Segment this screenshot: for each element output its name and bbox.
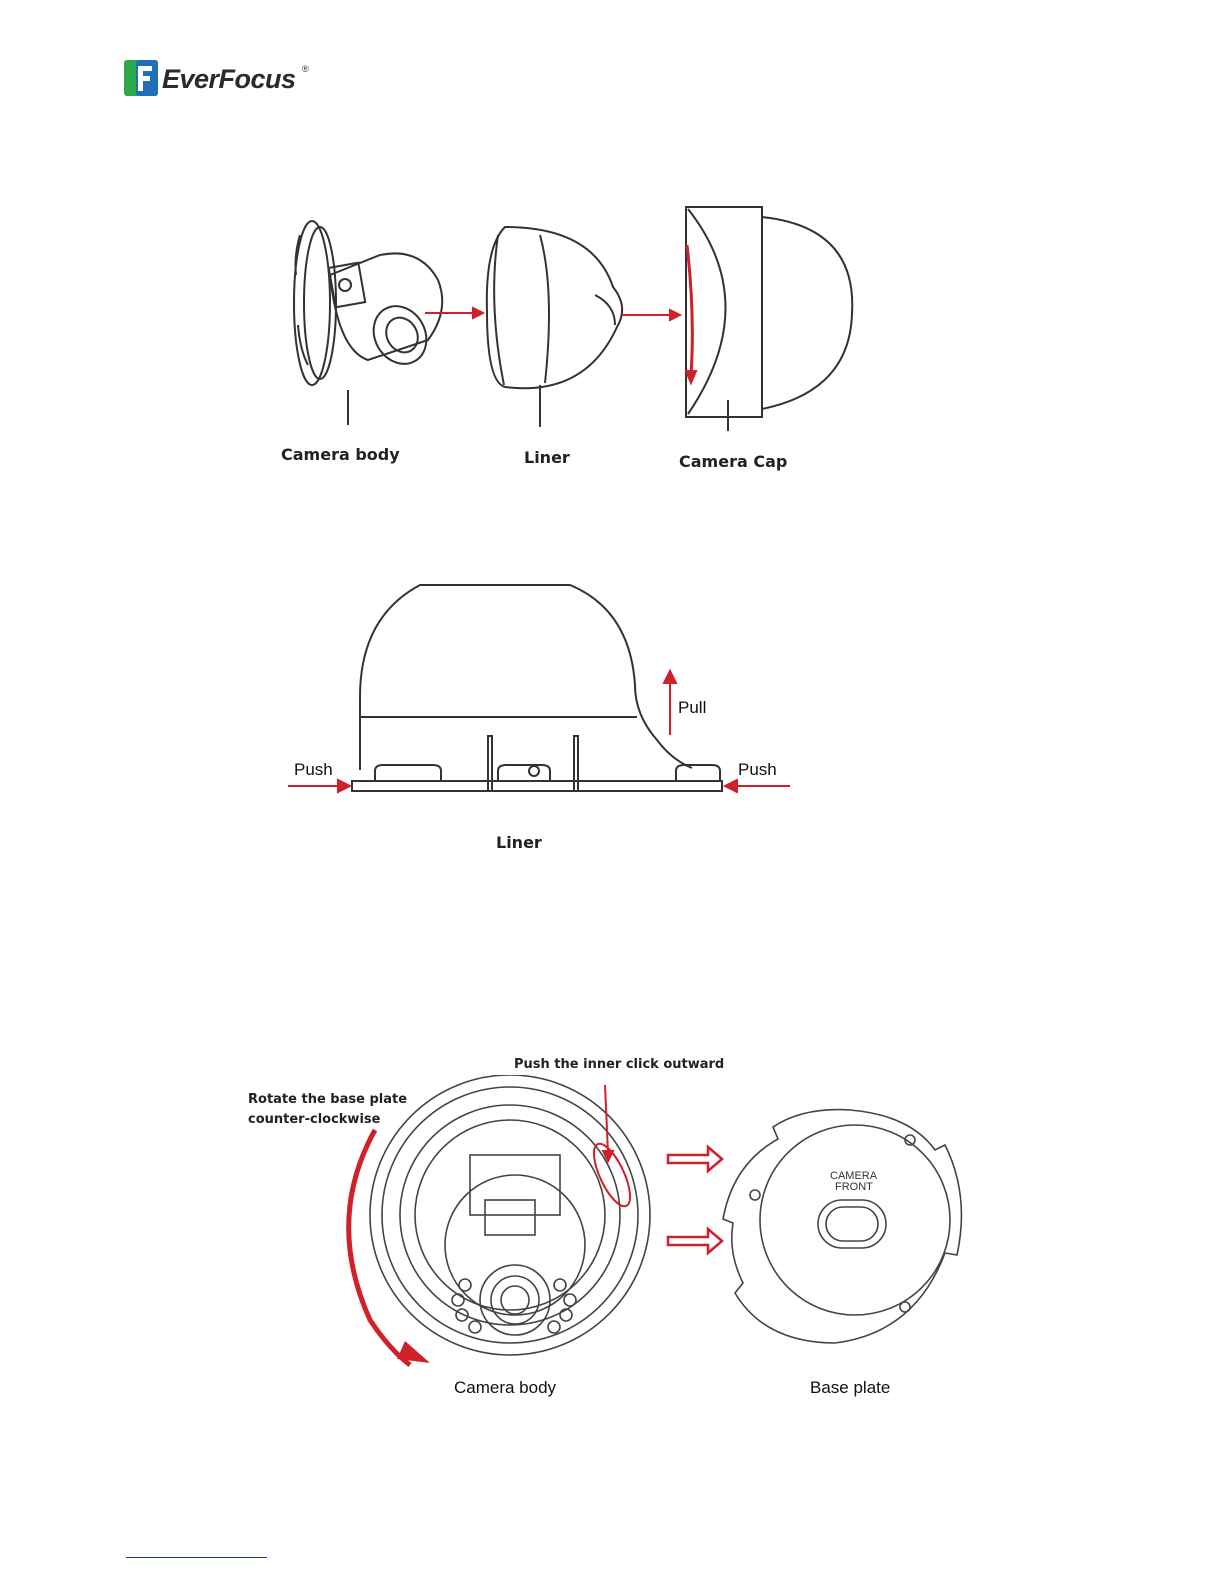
plate-text-front: FRONT — [835, 1181, 873, 1193]
camera-body-mount-ring — [294, 221, 330, 385]
label-rotate-line2: counter-clockwise — [248, 1112, 381, 1127]
label-camera-body: Camera body — [281, 445, 400, 464]
base-plate — [723, 1110, 961, 1343]
arrow-to-base-plate-2 — [668, 1229, 722, 1253]
camera-cap-shape — [686, 207, 762, 417]
label-push-left: Push — [294, 760, 333, 779]
footer-rule — [126, 1557, 267, 1558]
figure-2-diagram — [280, 575, 800, 805]
label-base-plate: Base plate — [810, 1378, 891, 1397]
label-push-right: Push — [738, 760, 777, 779]
label-push-inner-click: Push the inner click outward — [514, 1057, 725, 1072]
label-liner: Liner — [524, 448, 570, 467]
arrow-to-base-plate-1 — [668, 1147, 722, 1171]
liner-base — [352, 781, 722, 791]
figure-1-diagram — [270, 195, 870, 435]
arrow-cap-rotate — [687, 245, 692, 375]
logo-wordmark: EverFocus — [162, 64, 296, 94]
everfocus-logo-icon — [124, 60, 158, 96]
rotate-ccw-arrow — [330, 1125, 440, 1375]
label-pull: Pull — [678, 698, 707, 717]
everfocus-logo — [124, 60, 324, 100]
label-liner-2: Liner — [496, 833, 542, 852]
label-camera-cap: Camera Cap — [679, 452, 788, 471]
plate-text-camera: CAMERA — [830, 1170, 878, 1182]
liner-dome — [360, 585, 692, 768]
logo-registered-mark: ® — [302, 64, 309, 74]
label-rotate-line1: Rotate the base plate — [248, 1092, 408, 1107]
label-camera-body-3: Camera body — [454, 1378, 557, 1397]
liner-shape — [487, 227, 622, 388]
